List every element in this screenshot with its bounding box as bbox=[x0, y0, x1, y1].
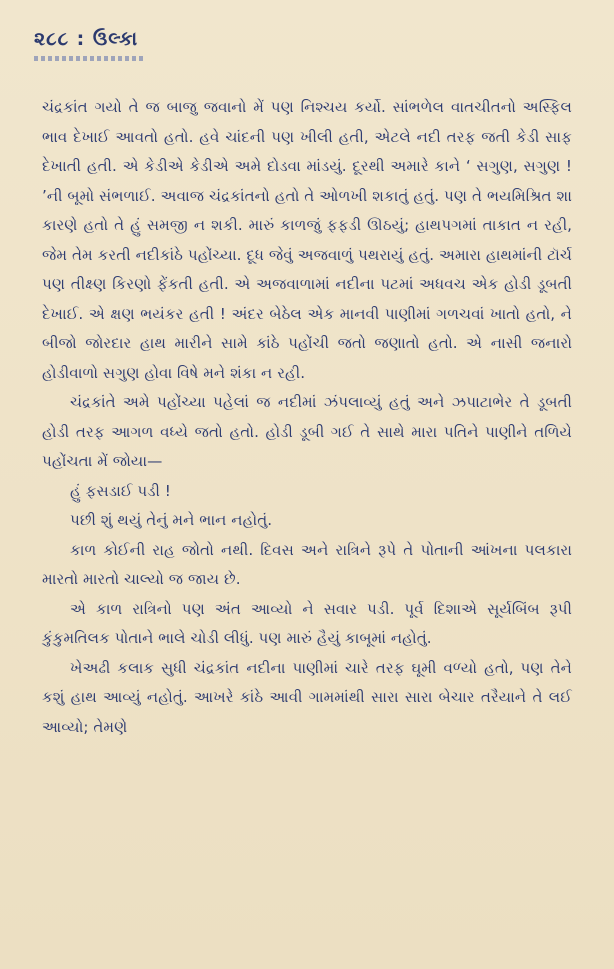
paragraph-1: ચંદ્રકાંત ગયો તે જ બાજુ જવાનો મેં પણ નિશ્ચય કર્યો. સાંભળેલ વાતચીતનો અસ્ફિલ ભાવ દેખાઈ આવતો હતો. હવે ચાંદની પણ ખીલી હતી, એટલે નદી તરફ જતી કેડી સાફ દેખાતી હતી. એ કેડીએ કેડીએ અમે દોડવા માંડયું. દૂરથી અમારે કાને ‘ સગુણ, સગુણ ! ’ની બૂમો સંભળાઈ. અવાજ ચંદ્રકાંતનો હતો તે ઓળખી શકાતું હતું. પણ તે ભયમિશ્રિત શા કારણે હતો તે હું સમજી ન શકી. મારું કાળજું ફફડી ઊઠયું; હાથપગમાં તાકાત ન રહી, જેમ તેમ કરતી નદીકાંઠે પહોંચ્યા. દૂધ જેવું અજવાળું પથરાયું હતું. અમારા હાથમાંની ટૉર્ચ પણ તીક્ષ્ણ કિરણો ફેંકતી હતી. એ અજવાળામાં નદીના પટમાં અધવચ એક હોડી ડૂબતી દેખાઈ. એ ક્ષણ ભયંકર હતી ! અંદર બેઠેલ એક માનવી પાણીમાં ગળચવાં ખાતો હતો, ને બીજો જોરદાર હાથ મારીને સામે કાંઠે પહોંચી જતો જણાતો હતો. એ નાસી જનારો હોડીવાળો સગુણ હોવા વિષે મને શંકા ન રહી. bbox=[42, 98, 572, 382]
paragraph-6: એ કાળ રાત્રિનો પણ અંત આવ્યો ને સવાર પડી. પૂર્વ દિશાએ સૂર્યબિંબ રૂપી કુંકુમતિલક પોતાને ભાલે ચોડી લીધું. પણ મારું હૈયું કાબૂમાં નહોતું. bbox=[42, 599, 572, 647]
paragraph-3: હું ફસડાઈ પડી ! bbox=[70, 481, 171, 500]
paragraph-5: કાળ કોઈની રાહ જોતો નથી. દિવસ અને રાત્રિને રૂપે તે પોતાની આંખના પલકારા મારતો મારતો ચાલ્યો જ જાય છે. bbox=[42, 540, 572, 588]
paragraph-2: ચંદ્રકાંતે અમે પહોંચ્યા પહેલાં જ નદીમાં ઝંપલાવ્યું હતું અને ઝપાટાભેર તે ડૂબતી હોડી તરફ આગળ વધ્યે જતો હતો. હોડી ડૂબી ગઈ તે સાથે મારા પતિને પાણીને તળિયે પહોંચતા મેં જોયા— bbox=[42, 393, 572, 470]
paragraph-7: ખેઅઢી કલાક સુધી ચંદ્રકાંત નદીના પાણીમાં ચારે તરફ ઘૂમી વળ્યો હતો, પણ તેને કશું હાથ આવ્યું નહોતું. આખરે કાંઠે આવી ગામમાંથી સારા સારા બેચાર તરૈયાને તે લઈ આવ્યો; તેમણે bbox=[42, 658, 572, 736]
page-header: ૨૮૮ : ઉલ્કા bbox=[34, 28, 139, 50]
header-underline bbox=[34, 56, 146, 61]
paragraph-4: પછી શું થયું તેનું મને ભાન નહોતું. bbox=[70, 511, 273, 529]
